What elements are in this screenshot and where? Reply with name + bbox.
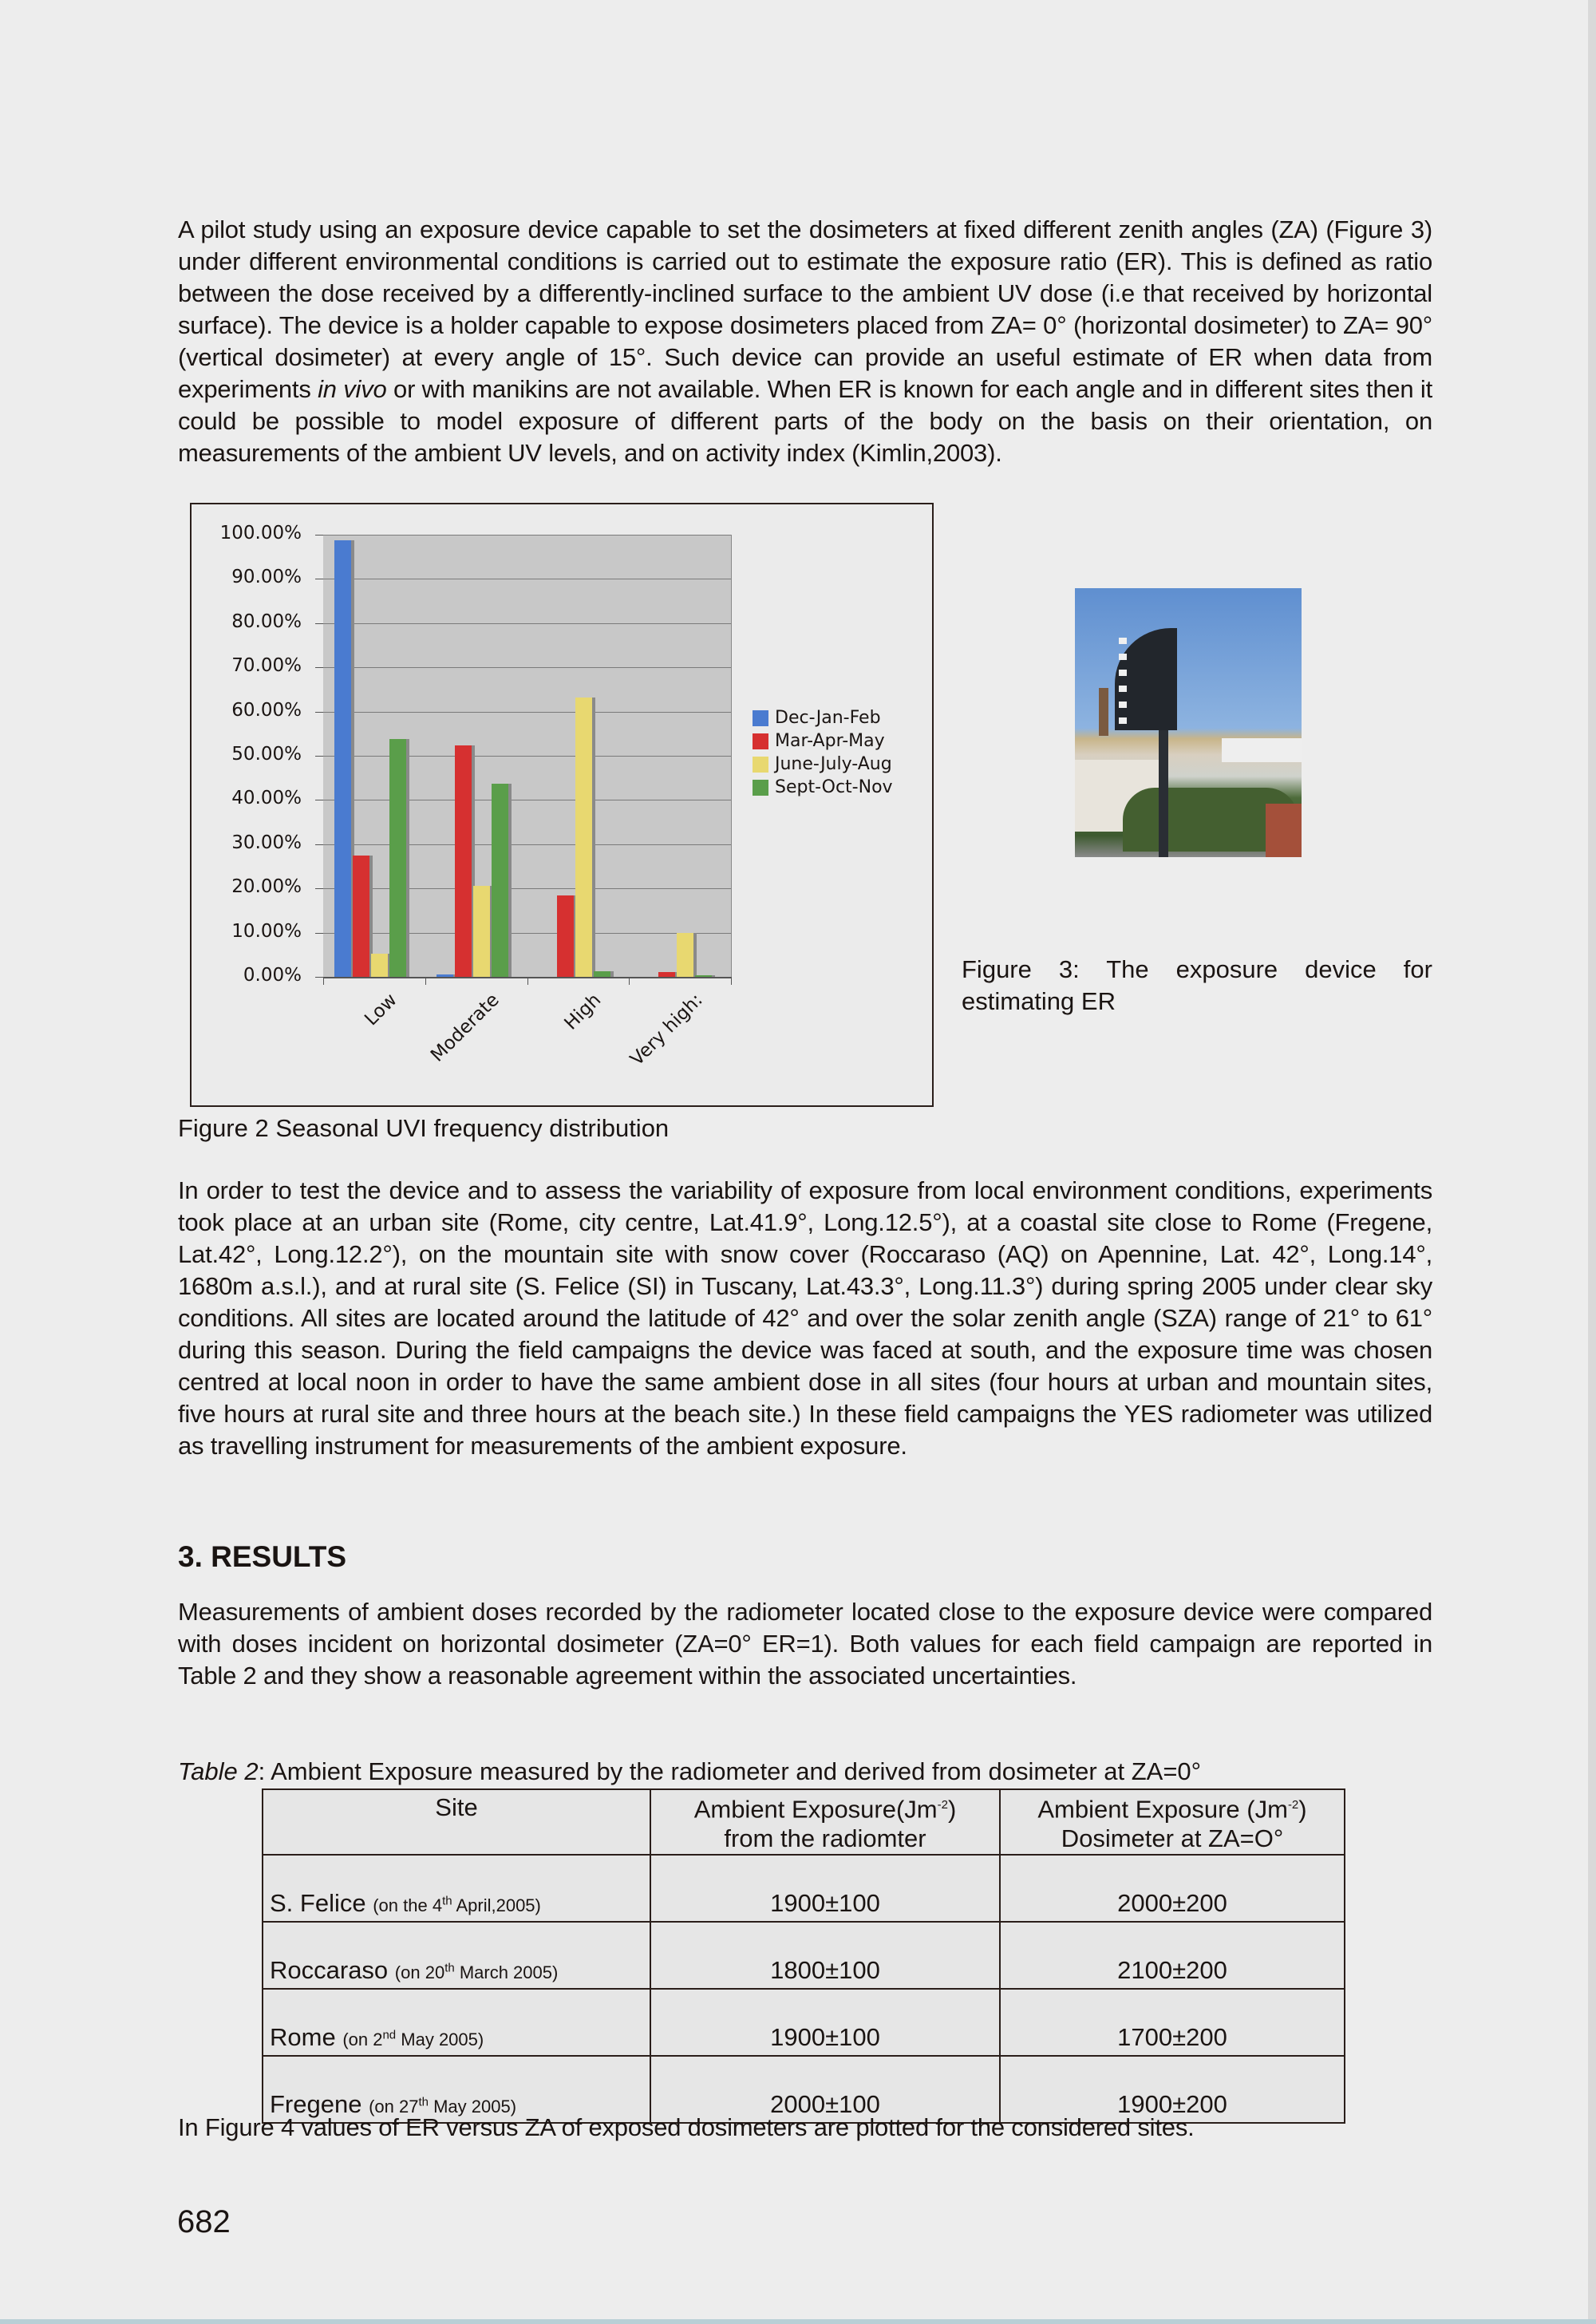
y-tick-mark [315, 756, 323, 757]
page-number: 682 [177, 2204, 231, 2239]
bar-mar-apr-may-moderate [455, 745, 472, 977]
paragraph-text: A pilot study using an exposure device capable to set the dosimeters at fixed different zenith angles (ZA) (Figure 3) under different environmental conditions is carried out to estimate the exposure ratio (ER). This is defined as ratio between the dose received by a differently-inclined surface to the ambient UV dose (i.e that received by horizontal surface). The device is a holder capable to expose dosimeters placed from ZA= 0° (horizontal dosimeter) to ZA= 90° (vertical dosimeter) at every angle of 15°. Such device can provide an useful estimate of ER when data from experiments [178, 215, 1432, 403]
header-dosimeter [1000, 1789, 1345, 1855]
figure-2-caption: Figure 2 Seasonal UVI frequency distribution [178, 1114, 670, 1142]
y-tick-label: 100.00% [219, 523, 302, 543]
legend-swatch-icon [753, 780, 768, 796]
bar-june-july-aug-low [371, 954, 388, 977]
header-text: Ambient Exposure (Jm [1037, 1795, 1288, 1824]
y-tick-label: 40.00% [231, 788, 302, 809]
cell-dosimeter: 2100±200 [1000, 1922, 1345, 1989]
bar-june-july-aug-high [575, 698, 592, 977]
photo-pole [1159, 730, 1168, 857]
italic-in-vivo: in vivo [318, 375, 387, 403]
cell-dosimeter: 1900±200 [1000, 2056, 1345, 2123]
y-tick-mark [315, 712, 323, 713]
y-tick-label: 50.00% [231, 744, 302, 765]
y-tick-label: 30.00% [231, 832, 302, 853]
bar-mar-apr-may-high [557, 895, 574, 977]
legend-label: Mar-Apr-May [775, 731, 885, 751]
photo-building [1222, 738, 1302, 762]
cell-site [263, 1922, 650, 1989]
cell-dosimeter: 1700±200 [1000, 1989, 1345, 2056]
x-tick-mark [731, 977, 732, 985]
legend-label: June-July-Aug [775, 754, 892, 774]
x-tick-mark [629, 977, 630, 985]
header-site: Site [263, 1789, 650, 1855]
photo-dosimeters [1119, 638, 1127, 727]
x-tick-mark [527, 977, 528, 985]
y-tick-label: 80.00% [231, 611, 302, 632]
date-text: May 2005) [396, 2030, 484, 2049]
y-tick-label: 0.00% [243, 965, 302, 986]
legend-swatch-icon [753, 710, 768, 726]
y-tick-label: 70.00% [231, 655, 302, 677]
y-tick-label: 60.00% [231, 699, 302, 721]
x-tick-label: High [560, 990, 606, 1034]
x-tick-label: Moderate [426, 990, 504, 1066]
legend-item [753, 753, 893, 775]
bar-dec-jan-feb-low [334, 540, 351, 977]
paragraph-text-end: or with manikins are not available. When ER is known for each angle and in different sites then it could be possible to model exposure of different parts of the body on the basis on their orientation, on measurements of the ambient UV levels, and on activity index (Kimlin,2003). [178, 375, 1432, 467]
paragraph-experiment-sites: In order to test the device and to assess the variability of exposure from local environment conditions, experiments took place at an urban site (Rome, city centre, Lat.41.9°, Long.12.5°), at a coastal site close to Rome (Fregene, Lat.42°, Long.12.2°), on the mountain site with snow cover (Roccaraso (AQ) on Apennine, Lat. 42°, Long.14°, 1680m a.s.l.), and at rural site (S. Felice (SI) in Tuscany, Lat.43.3°, Long.11.3°) during spring 2005 under clear sky conditions. All sites are located around the latitude of 42° and over the solar zenith angle (SZA) range of 21° to 61° during this season. During the field campaigns the device was faced at south, and the exposure time was chosen centred at local noon in order to have the same ambient dose in all sites (four hours at urban and mountain sites, five hours at rural site and three hours at the beach site.) In these field campaigns the YES radiometer was utilized as travelling instrument for measurements of the ambient exposure. [178, 1176, 1432, 1460]
x-tick-mark [323, 977, 324, 985]
chart-gridline [323, 712, 731, 713]
section-heading-results: 3. RESULTS [178, 1540, 347, 1573]
date-ordinal: th [442, 1894, 452, 1908]
table-row [263, 1989, 1345, 2056]
superscript: -2 [1287, 1798, 1299, 1812]
legend-swatch-icon [753, 757, 768, 773]
chart-gridline [323, 667, 731, 668]
photo-brick-wall [1266, 804, 1302, 857]
site-name: Fregene [270, 2090, 369, 2118]
y-tick-label: 20.00% [231, 876, 302, 898]
cell-radiometer: 1800±100 [650, 1922, 1000, 1989]
header-text: Ambient Exposure(Jm [693, 1795, 938, 1824]
legend-label: Dec-Jan-Feb [775, 708, 881, 728]
chart-plot-area [323, 535, 732, 977]
table-2-label: Table 2 [178, 1757, 259, 1785]
site-name: S. Felice [270, 1889, 373, 1917]
page-edge [1588, 0, 1596, 2324]
table-row [263, 1922, 1345, 1989]
date-text: (on 2 [342, 2030, 383, 2049]
cell-radiometer: 2000±100 [650, 2056, 1000, 2123]
paragraph-exposure-device [178, 214, 1432, 469]
date-text: March 2005) [454, 1962, 559, 1982]
bar-sept-oct-nov-high [594, 971, 610, 977]
header-radiometer [650, 1789, 1000, 1855]
cell-site [263, 1855, 650, 1922]
legend-item [753, 730, 893, 752]
y-tick-mark [315, 888, 323, 889]
date-text: April,2005) [452, 1895, 541, 1915]
site-date [373, 1895, 541, 1915]
legend-swatch-icon [753, 733, 768, 749]
date-text: (on 27 [369, 2097, 419, 2116]
date-text: (on the 4 [373, 1895, 443, 1915]
y-tick-mark [315, 933, 323, 934]
legend-label: Sept-Oct-Nov [775, 777, 893, 797]
chart-gridline [323, 844, 731, 845]
figure-3-caption: Figure 3: The exposure device for estimating ER [962, 955, 1432, 1015]
bar-mar-apr-may-low [353, 856, 369, 977]
cell-radiometer: 1900±100 [650, 1855, 1000, 1922]
x-tick-label: Low [361, 990, 401, 1030]
y-tick-mark [315, 844, 323, 845]
y-tick-mark [315, 535, 323, 536]
chart-gridline [323, 756, 731, 757]
x-tick-mark [425, 977, 426, 985]
site-date [342, 2030, 484, 2049]
paragraph-results: Measurements of ambient doses recorded by the radiometer located close to the exposure device were compared with doses incident on horizontal dosimeter (ZA=0° ER=1). Both values for each field campaign are reported in Table 2 and they show a reasonable agreement within the associated uncertainties. [178, 1598, 1432, 1690]
table-row [263, 1855, 1345, 1922]
paragraph-figure-4-intro: In Figure 4 values of ER versus ZA of exposed dosimeters are plotted for the considered sites. [178, 2113, 1195, 2141]
bar-june-july-aug-very-high- [677, 933, 693, 977]
photo-tower [1099, 688, 1108, 736]
table-2-ambient-exposure [262, 1788, 1345, 2124]
site-name: Rome [270, 2023, 343, 2051]
table-body [263, 1855, 1345, 2123]
table-2-caption [178, 1756, 1201, 1788]
table-2-caption-text: : Ambient Exposure measured by the radiometer and derived from dosimeter at ZA=0° [258, 1757, 1202, 1785]
site-name: Roccaraso [270, 1956, 395, 1984]
cell-radiometer: 1900±100 [650, 1989, 1000, 2056]
date-ordinal: th [418, 2095, 429, 2109]
superscript: -2 [937, 1798, 948, 1812]
y-tick-mark [315, 667, 323, 668]
header-text: ) [1298, 1795, 1307, 1824]
date-ordinal: th [444, 1961, 455, 1975]
y-tick-mark [315, 623, 323, 624]
chart-gridline [323, 888, 731, 889]
bar-sept-oct-nov-moderate [492, 784, 508, 977]
chart-gridline [323, 535, 731, 536]
exposure-device-photo [1075, 588, 1302, 857]
bar-june-july-aug-moderate [473, 886, 490, 977]
legend-item [753, 777, 893, 798]
header-text: Dosimeter at ZA=O° [1061, 1824, 1284, 1852]
y-tick-label: 90.00% [231, 567, 302, 588]
y-tick-label: 10.00% [231, 920, 302, 942]
legend-item [753, 707, 893, 729]
date-text: May 2005) [428, 2097, 517, 2116]
table-header-row [263, 1789, 1345, 1855]
cell-dosimeter: 2000±200 [1000, 1855, 1345, 1922]
site-date [395, 1962, 559, 1982]
header-text: ) [947, 1795, 957, 1824]
bar-sept-oct-nov-low [389, 739, 406, 977]
y-tick-mark [315, 977, 323, 978]
chart-gridline [323, 933, 731, 934]
scan-edge-strip [0, 2319, 1596, 2324]
header-text: from the radiomter [724, 1824, 926, 1852]
date-text: (on 20 [394, 1962, 445, 1982]
chart-gridline [323, 623, 731, 624]
x-tick-label: Very high: [626, 990, 707, 1070]
date-ordinal: nd [382, 2028, 397, 2042]
chart-legend [753, 707, 893, 800]
cell-site [263, 1989, 650, 2056]
